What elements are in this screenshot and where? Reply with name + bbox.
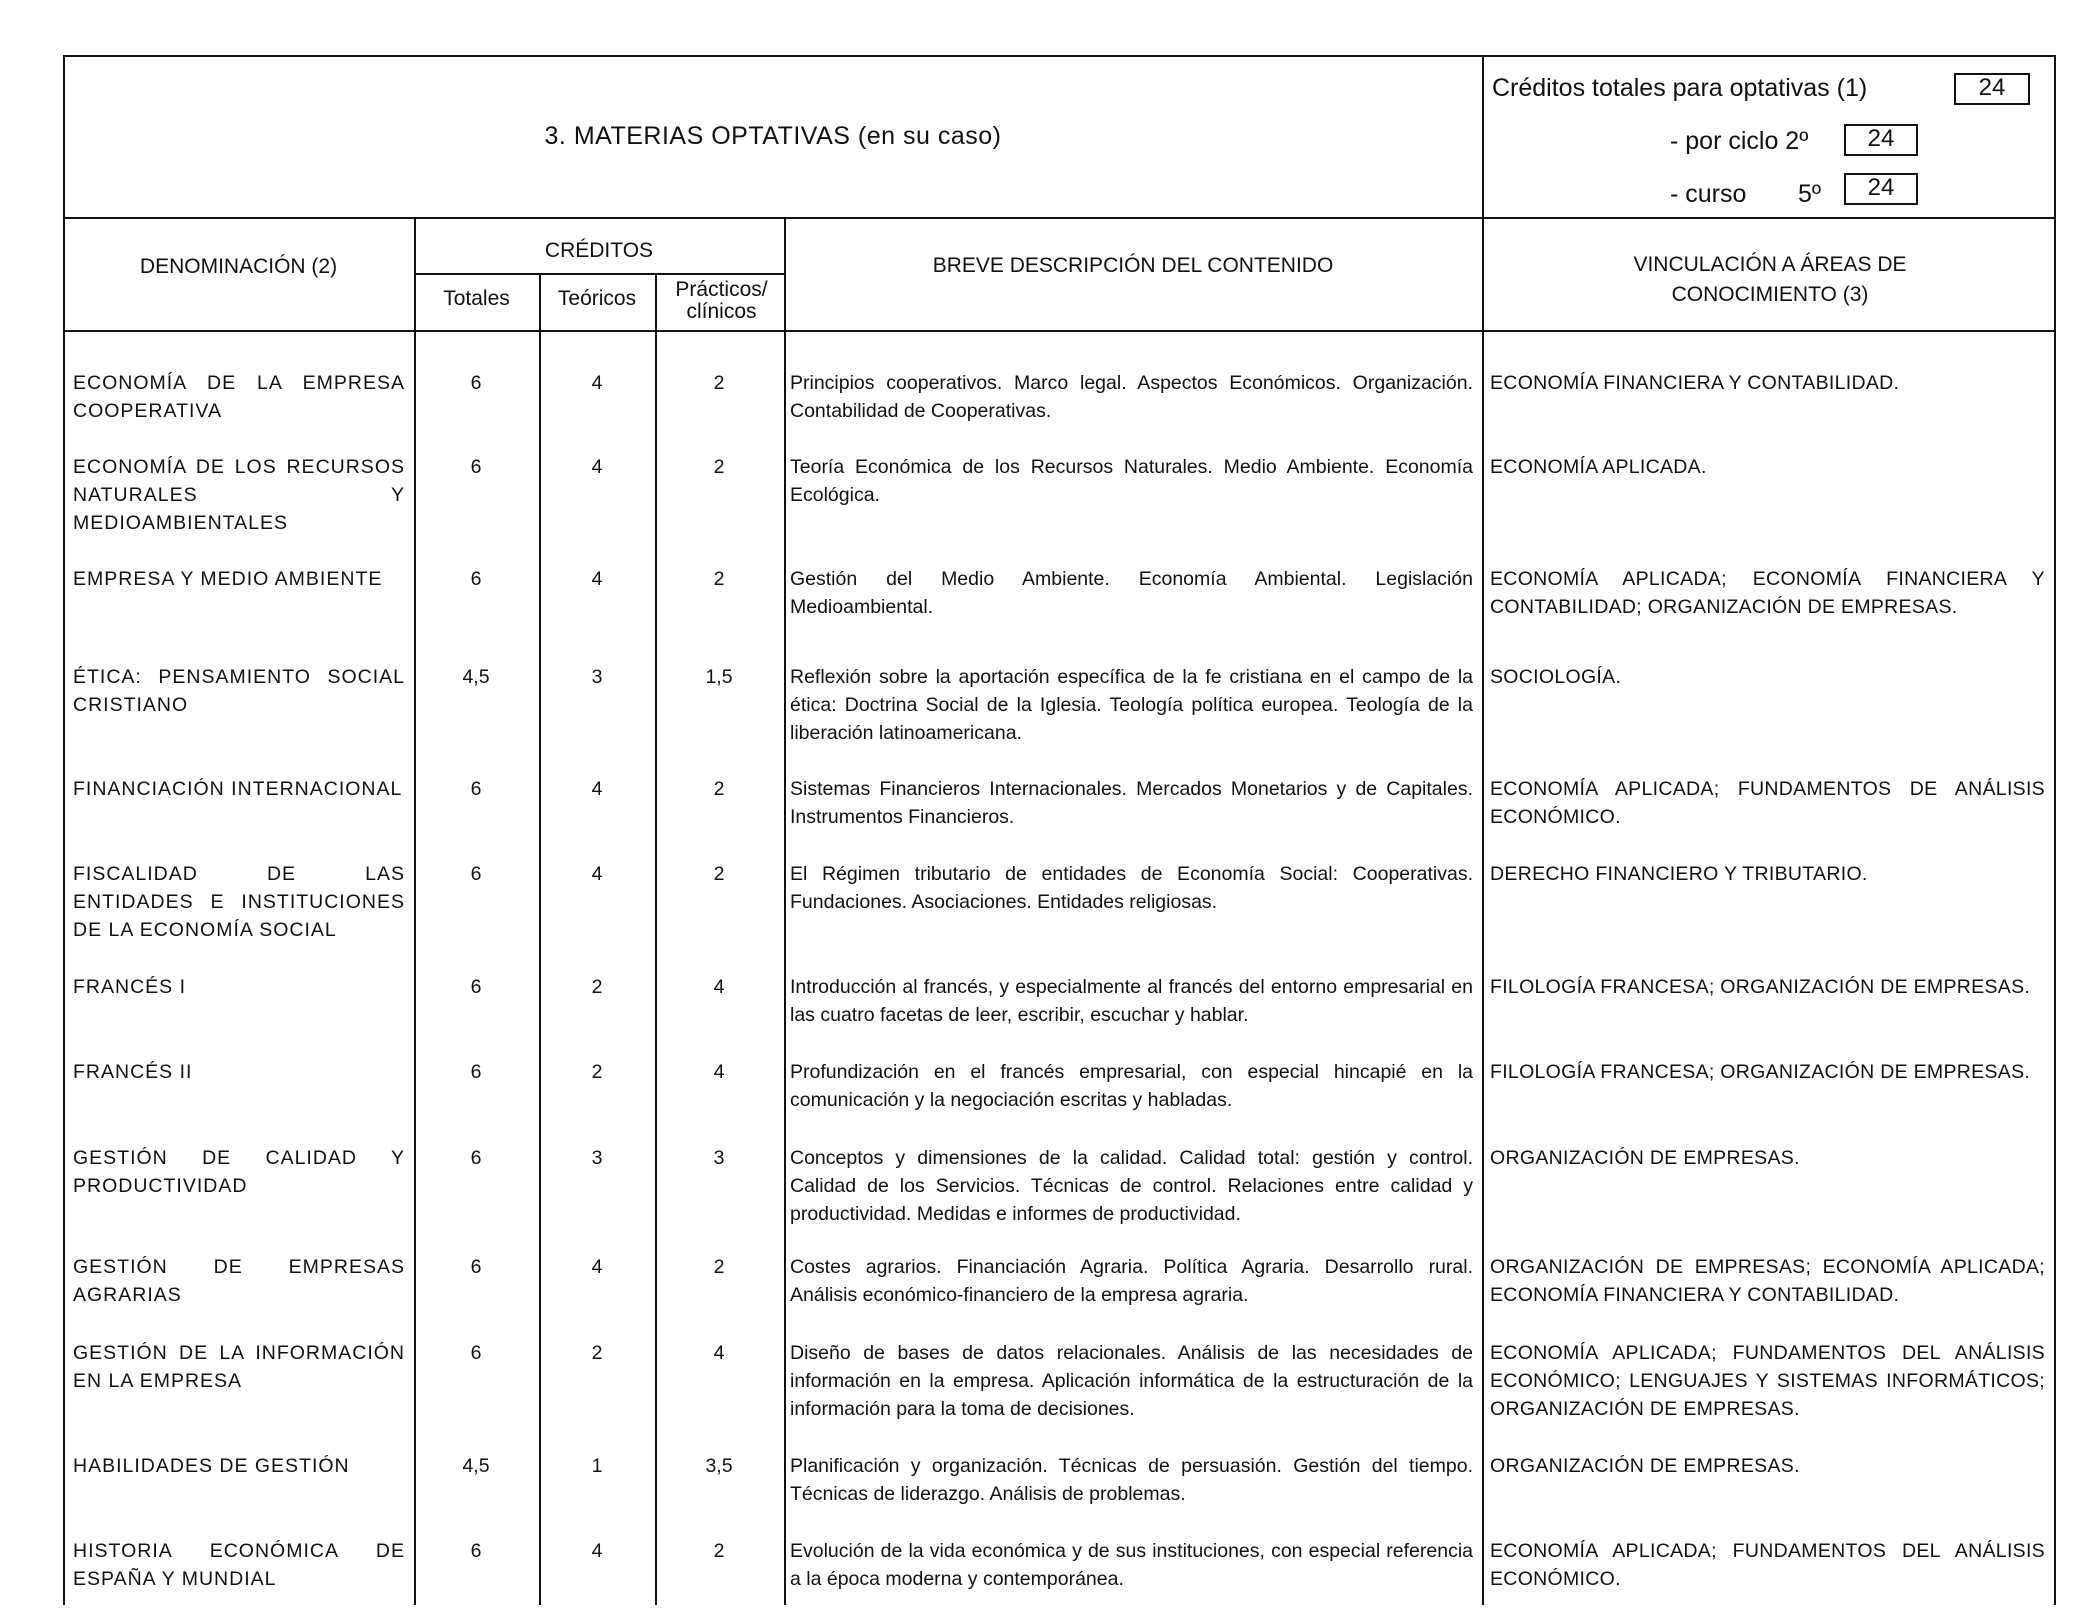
row-teoricos: 2 [591,976,603,998]
row-areas: ECONOMÍA FINANCIERA Y CONTABILIDAD. [1490,372,1900,394]
header-creditos: CRÉDITOS [544,239,654,262]
row-practicos: 2 [713,1540,725,1562]
row-areas: FILOLOGÍA FRANCESA; ORGANIZACIÓN DE EMPRESAS. [1490,976,2031,998]
row-totales: 6 [470,372,482,394]
row-areas: ECONOMÍA APLICADA. [1490,456,1707,478]
row-teoricos: 1 [591,1455,603,1477]
course-label: - curso [1670,180,1747,208]
row-descripcion: Costes agrarios. Financiación Agraria. Política Agraria. Desarrollo rural. Análisis económico-financiero de la empresa agraria. [790,1256,1473,1306]
row-denominacion: FINANCIACIÓN INTERNACIONAL [73,778,403,800]
row-totales: 6 [470,863,482,885]
row-areas: DERECHO FINANCIERO Y TRIBUTARIO. [1490,863,1868,885]
header-denominacion: DENOMINACIÓN (2) [139,255,338,278]
row-totales: 6 [470,1061,482,1083]
row-descripcion: Reflexión sobre la aportación específica de la fe cristiana en el campo de la ética: Doctrina Social de la Iglesia. Teología política europea. Teología de la liberación latinoamericana. [790,666,1473,744]
header-teoricos: Teóricos [557,287,637,310]
header-totales: Totales [443,287,510,310]
row-descripcion: Diseño de bases de datos relacionales. Análisis de las necesidades de información en la empresa. Aplicación informática de la estructuración de la información para la toma de decisiones. [790,1342,1473,1420]
row-descripcion: Evolución de la vida económica y de sus instituciones, con especial referencia a la época moderna y contemporánea. [790,1540,1473,1590]
row-totales: 6 [470,1256,482,1278]
row-practicos: 2 [713,456,725,478]
row-practicos: 2 [713,778,725,800]
row-denominacion: ECONOMÍA DE LA EMPRESA COOPERATIVA [73,372,405,422]
row-teoricos: 4 [591,568,603,590]
row-teoricos: 4 [591,456,603,478]
row-denominacion: FISCALIDAD DE LAS ENTIDADES E INSTITUCIONES DE LA ECONOMÍA SOCIAL [73,863,405,941]
row-areas: ECONOMÍA APLICADA; ECONOMÍA FINANCIERA Y CONTABILIDAD; ORGANIZACIÓN DE EMPRESAS. [1490,568,2045,618]
row-totales: 6 [470,568,482,590]
row-areas: FILOLOGÍA FRANCESA; ORGANIZACIÓN DE EMPRESAS. [1490,1061,2031,1083]
row-descripcion: Introducción al francés, y especialmente al francés del entorno empresarial en las cuatro facetas de leer, escribir, escuchar y hablar. [790,976,1473,1026]
row-denominacion: ÉTICA: PENSAMIENTO SOCIAL CRISTIANO [73,666,405,716]
row-totales: 6 [470,778,482,800]
row-denominacion: GESTIÓN DE EMPRESAS AGRARIAS [73,1256,405,1306]
header-descripcion: BREVE DESCRIPCIÓN DEL CONTENIDO [932,254,1334,277]
row-descripcion: El Régimen tributario de entidades de Economía Social: Cooperativas. Fundaciones. Asociaciones. Entidades religiosas. [790,863,1473,913]
row-teoricos: 2 [591,1342,603,1364]
row-teoricos: 3 [591,666,603,688]
row-practicos: 4 [713,1342,725,1364]
row-teoricos: 4 [591,372,603,394]
row-areas: ECONOMÍA APLICADA; FUNDAMENTOS DEL ANÁLISIS ECONÓMICO. [1490,1540,2045,1590]
header-vinculacion: VINCULACIÓN A ÁREAS DE CONOCIMIENTO (3) [1633,253,1907,306]
row-descripcion: Principios cooperativos. Marco legal. Aspectos Económicos. Organización. Contabilidad de Cooperativas. [790,372,1473,422]
row-teoricos: 2 [591,1061,603,1083]
row-areas: ORGANIZACIÓN DE EMPRESAS. [1490,1455,1800,1477]
row-denominacion: FRANCÉS I [73,976,187,998]
row-practicos: 2 [713,1256,725,1278]
row-areas: SOCIOLOGÍA. [1490,666,1622,688]
row-areas: ORGANIZACIÓN DE EMPRESAS. [1490,1147,1800,1169]
row-areas: ECONOMÍA APLICADA; FUNDAMENTOS DEL ANÁLISIS ECONÓMICO; LENGUAJES Y SISTEMAS INFORMÁTICOS; ORGANIZACIÓN DE EMPRESAS. [1490,1342,2045,1420]
row-areas: ORGANIZACIÓN DE EMPRESAS; ECONOMÍA APLICADA; ECONOMÍA FINANCIERA Y CONTABILIDAD. [1490,1256,2045,1306]
row-teoricos: 3 [591,1147,603,1169]
row-denominacion: HABILIDADES DE GESTIÓN [73,1455,350,1477]
row-denominacion: ECONOMÍA DE LOS RECURSOS NATURALES Y MEDIOAMBIENTALES [73,456,405,534]
row-denominacion: GESTIÓN DE LA INFORMACIÓN EN LA EMPRESA [73,1342,405,1392]
row-practicos: 2 [713,568,725,590]
row-practicos: 4 [713,976,725,998]
row-teoricos: 4 [591,778,603,800]
header-practicos: Prácticos/ clínicos [675,278,768,323]
row-practicos: 3,5 [705,1455,733,1477]
row-totales: 6 [470,456,482,478]
row-teoricos: 4 [591,863,603,885]
row-descripcion: Sistemas Financieros Internacionales. Mercados Monetarios y de Capitales. Instrumentos Financieros. [790,778,1473,828]
row-practicos: 1,5 [705,666,733,688]
row-practicos: 4 [713,1061,725,1083]
row-practicos: 3 [713,1147,725,1169]
row-descripcion: Gestión del Medio Ambiente. Economía Ambiental. Legislación Medioambiental. [790,568,1473,618]
credits-total-box: 24 [1954,73,2030,105]
row-descripcion: Teoría Económica de los Recursos Naturales. Medio Ambiente. Economía Ecológica. [790,456,1473,506]
row-descripcion: Conceptos y dimensiones de la calidad. Calidad total: gestión y control. Calidad de los Servicios. Técnicas de control. Relaciones entre calidad y productividad. Medidas e informes de productividad. [790,1147,1473,1225]
row-totales: 6 [470,976,482,998]
row-totales: 6 [470,1540,482,1562]
credits-total-label: Créditos totales para optativas (1) [1492,74,1868,102]
per-cycle-box: 24 [1844,124,1918,156]
row-totales: 6 [470,1147,482,1169]
row-denominacion: EMPRESA Y MEDIO AMBIENTE [73,568,383,590]
row-descripcion: Profundización en el francés empresarial, con especial hincapié en la comunicación y la negociación escritas y habladas. [790,1061,1473,1111]
row-totales: 4,5 [462,666,490,688]
row-totales: 4,5 [462,1455,490,1477]
row-teoricos: 4 [591,1256,603,1278]
row-practicos: 2 [713,863,725,885]
section-title: 3. MATERIAS OPTATIVAS (en su caso) [544,121,1002,150]
row-denominacion: GESTIÓN DE CALIDAD Y PRODUCTIVIDAD [73,1147,405,1197]
row-totales: 6 [470,1342,482,1364]
course-box: 24 [1844,173,1918,205]
course-number: 5º [1798,180,1822,208]
row-teoricos: 4 [591,1540,603,1562]
row-areas: ECONOMÍA APLICADA; FUNDAMENTOS DE ANÁLISIS ECONÓMICO. [1490,778,2045,828]
per-cycle-label: - por ciclo 2º [1670,127,1809,155]
row-descripcion: Planificación y organización. Técnicas de persuasión. Gestión del tiempo. Técnicas de liderazgo. Análisis de problemas. [790,1455,1473,1505]
row-practicos: 2 [713,372,725,394]
row-denominacion: FRANCÉS II [73,1061,193,1083]
row-denominacion: HISTORIA ECONÓMICA DE ESPAÑA Y MUNDIAL [73,1540,405,1590]
